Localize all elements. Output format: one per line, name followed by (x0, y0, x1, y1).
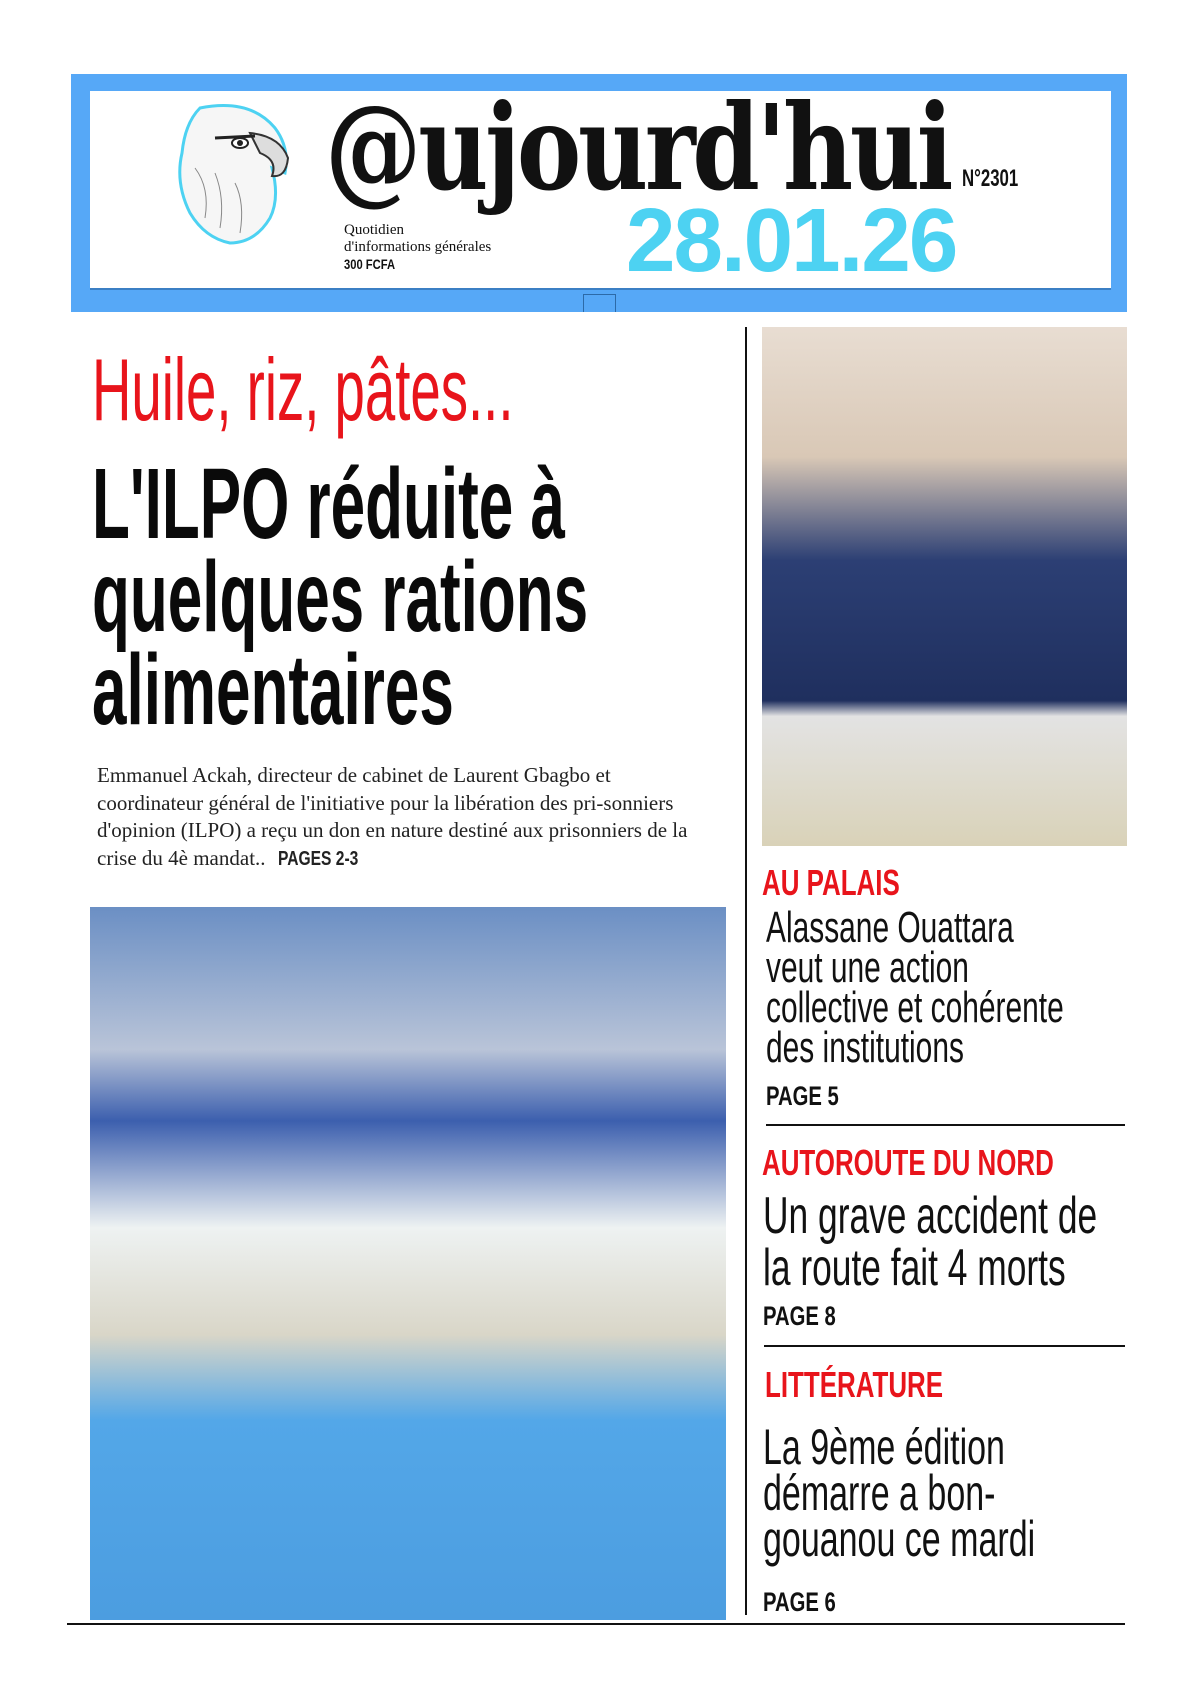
side-story-2-headline: Un grave accident de la route fait 4 morts (763, 1187, 1098, 1297)
masthead-tab (583, 294, 616, 312)
lead-headline: L'ILPO réduite à quelques rations alimentaires (92, 448, 589, 746)
side-story-1-headline: Alassane Ouattara veut une action collective et cohérente des institutions (766, 903, 1064, 1072)
divider (764, 1345, 1125, 1347)
side-story-1: AU PALAIS (762, 862, 900, 903)
issue-date: 28.01.26 (626, 191, 957, 291)
side-story-2: AUTOROUTE DU NORD (762, 1142, 1054, 1183)
side-story-2-page: PAGE 8 (763, 1301, 836, 1331)
side-story-1-page: PAGE 5 (766, 1081, 839, 1111)
price: 300 FCFA (344, 256, 396, 272)
lead-photo (90, 907, 726, 1620)
side-story-3-headline: La 9ème édition démarre a bon- gouanou ce mardi (763, 1419, 1036, 1567)
lead-page-ref: PAGES 2-3 (277, 847, 358, 870)
column-divider (745, 327, 747, 1615)
lead-summary: Emmanuel Ackah, directeur de cabinet de Laurent Gbagbo et coordinateur général de l'initiative pour la libération des pri-sonniers d'opinion (ILPO) a reçu un don en nature destiné aux prisonniers de la crise du 4è mandat.. PAGES 2-3 (97, 762, 717, 873)
divider (766, 1124, 1125, 1126)
masthead-tagline (344, 222, 491, 274)
issue-number: N°2301 (962, 165, 1019, 192)
tagline-line1: Quotidien (344, 222, 404, 238)
eagle-logo-icon (160, 98, 300, 248)
tagline-line2: d'informations générales (344, 239, 492, 255)
lead-kicker: Huile, riz, pâtes... (92, 340, 514, 439)
bottom-rule (67, 1623, 1125, 1625)
side-story-3: LITTÉRATURE (765, 1364, 944, 1405)
masthead-logo: @ujourd'hui (325, 78, 951, 217)
side-story-3-page: PAGE 6 (763, 1587, 836, 1617)
ouattara-photo (762, 327, 1127, 846)
